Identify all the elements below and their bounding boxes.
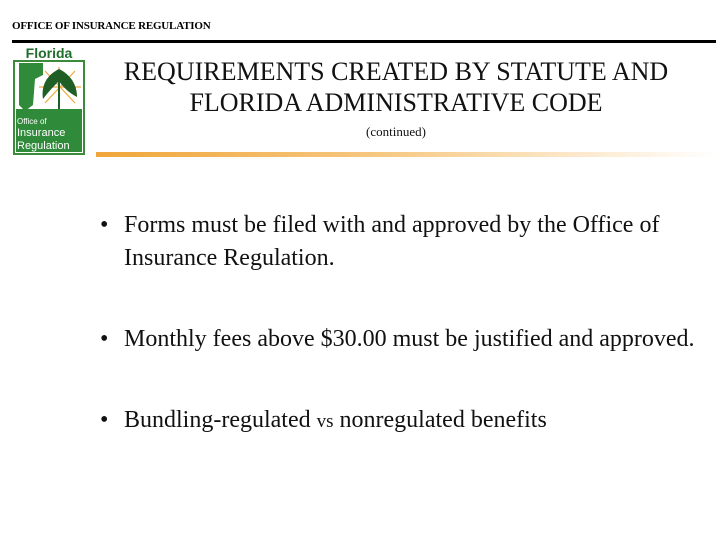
logo-sub-line-2: Insurance (17, 127, 66, 139)
bullet-item (100, 209, 700, 275)
bullet-text (124, 407, 547, 433)
bullet-text: Forms must be filed with and approved by the Office of Insurance Regulation. (124, 212, 660, 271)
bullet-item (100, 323, 700, 356)
bullet-marker: • (100, 212, 109, 238)
bullet-text-vs: vs (316, 411, 334, 432)
florida-oir-logo (13, 45, 85, 155)
title-underline (96, 152, 716, 157)
logo-word: Florida (25, 45, 73, 61)
bullet-marker: • (100, 326, 109, 352)
title-line-1: REQUIREMENTS CREATED BY STATUTE AND (123, 57, 669, 86)
org-name: OFFICE OF INSURANCE REGULATION (12, 20, 211, 32)
top-divider (12, 40, 716, 43)
title-subtitle: (continued) (366, 124, 426, 139)
bullet-text: Monthly fees above $30.00 must be justified and approved. (124, 326, 695, 352)
logo-sub-line-1: Office of (17, 117, 47, 126)
bullet-text-part: nonregulated benefits (333, 407, 547, 433)
title-line-2: FLORIDA ADMINISTRATIVE CODE (189, 88, 603, 117)
bullet-text-part: Bundling-regulated (124, 407, 317, 433)
logo-sub-line-3: Regulation (17, 140, 70, 152)
slide-title (96, 56, 696, 140)
bullet-item (100, 404, 700, 438)
bullet-marker: • (100, 407, 109, 433)
bullet-list (100, 209, 700, 486)
